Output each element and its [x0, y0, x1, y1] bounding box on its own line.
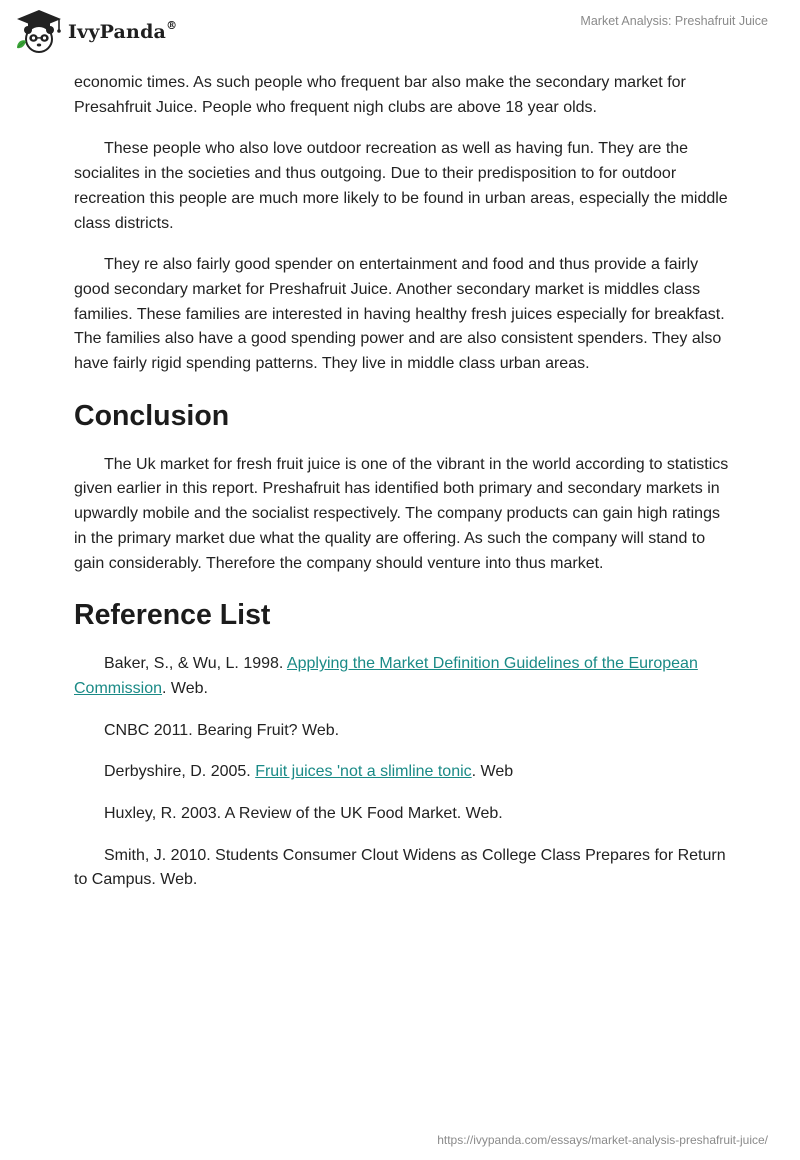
reference-link[interactable]: Fruit juices 'not a slimline tonic — [255, 763, 472, 781]
conclusion-heading: Conclusion — [74, 399, 230, 432]
panda-graduate-icon — [14, 8, 64, 56]
body-paragraph-1: economic times. As such people who frequent bar also make the secondary market for Presahfruit Juice. People who frequent nigh clubs are above 18 year olds. — [74, 74, 686, 116]
reference-text: Smith, J. 2010. Students Consumer Clout Widens as College Class Prepares for Return to Campus. Web. — [74, 846, 726, 889]
reference-text: Derbyshire, D. 2005. — [104, 763, 256, 781]
running-title: Market Analysis: Preshafruit Juice — [580, 14, 768, 28]
document-content — [74, 70, 734, 910]
reference-text: Baker, S., & Wu, L. 1998. — [104, 655, 287, 673]
reference-text: Huxley, R. 2003. A Review of the UK Food Market. Web. — [104, 805, 503, 823]
reference-item — [74, 802, 734, 827]
reference-item — [74, 719, 734, 744]
reference-suffix: . Web. — [162, 679, 208, 697]
reference-item — [74, 652, 734, 701]
reference-list-heading: Reference List — [74, 599, 271, 632]
ivypanda-logo[interactable] — [14, 8, 177, 56]
conclusion-paragraph: The Uk market for fresh fruit juice is one of the vibrant in the world according to statistics given earlier in this report. Preshafruit has identified both primary and secondary markets in upwardly mobile and the socialist respectively. The company products can gain high ratings in the primary market due what the quality are offering. As such the company will stand to gain considerably. Therefore the company should venture into thus market. — [74, 455, 729, 572]
registered-mark: ® — [166, 19, 178, 32]
body-paragraph-2: These people who also love outdoor recreation as well as having fun. They are the socialites in the societies and thus outgoing. Due to their predisposition to for outdoor recreation this people are much more likely to be found in urban areas, especially the middle class districts. — [74, 140, 728, 232]
reference-text: CNBC 2011. Bearing Fruit? Web. — [104, 721, 340, 739]
page-header — [0, 0, 800, 70]
reference-item — [74, 844, 734, 893]
logo-text: IvyPanda — [68, 21, 167, 43]
source-url: https://ivypanda.com/essays/market-analysis-preshafruit-juice/ — [437, 1133, 768, 1147]
reference-item — [74, 760, 734, 785]
reference-link[interactable]: Applying the Market Definition Guidelines of the European Commission — [74, 655, 698, 697]
logo-wordmark — [68, 21, 177, 43]
body-paragraph-3: They re also fairly good spender on entertainment and food and thus provide a fairly good secondary market for Preshafruit Juice. Another secondary market is middles class families. These families are interested in having healthy fresh juices especially for breakfast. The families also have a good spending power and are also consistent spenders. They also have fairly rigid spending patterns. They live in middle class urban areas. — [74, 256, 725, 373]
reference-suffix: . Web — [471, 763, 514, 781]
